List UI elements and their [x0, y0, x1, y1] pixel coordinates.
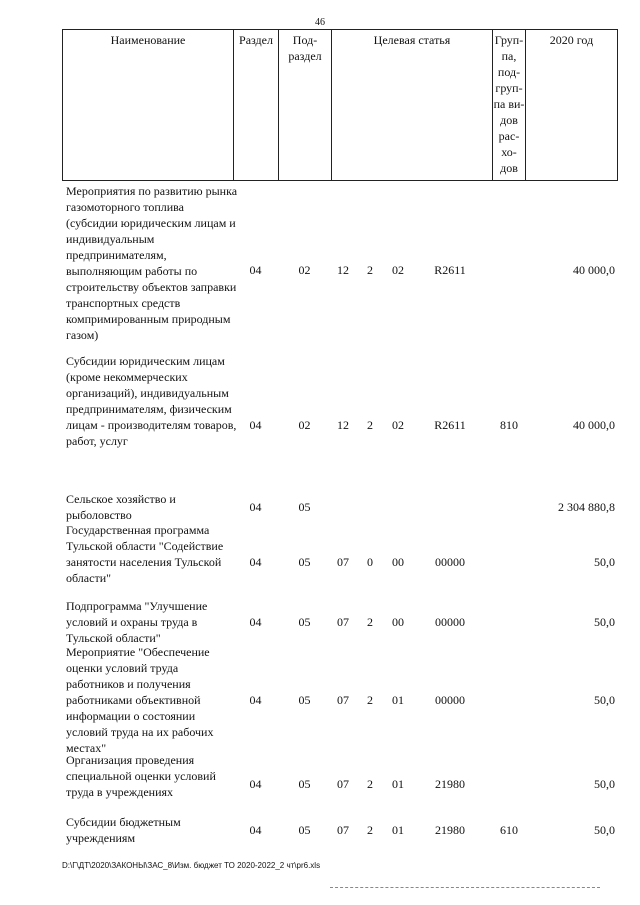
header-razdel: Раздел — [233, 29, 278, 181]
row-razdel: 04 — [249, 615, 262, 629]
row-sum: 50,0 — [594, 693, 615, 707]
row-podrazdel: 02 — [298, 263, 311, 277]
row-subprogram: 0 — [367, 555, 373, 569]
row-main-event: 01 — [392, 823, 404, 837]
row-program: 07 — [337, 555, 349, 569]
row-sum: 50,0 — [594, 823, 615, 837]
row-program: 12 — [337, 418, 349, 432]
row-program: 07 — [337, 615, 349, 629]
header-celevaya: Целевая статья — [331, 29, 492, 181]
row-sum: 40 000,0 — [573, 263, 615, 277]
row-sum: 50,0 — [594, 615, 615, 629]
header-gruppa-label: Груп- па, под- груп- па ви- дов рас- хо- дов — [493, 33, 525, 175]
row-program: 12 — [337, 263, 349, 277]
row-subprogram: 2 — [367, 777, 373, 791]
row-main-event: 00 — [392, 615, 404, 629]
row-subprogram: 2 — [367, 263, 373, 277]
header-podrazdel-label: Под- раздел — [288, 33, 322, 63]
row-podrazdel: 05 — [298, 500, 311, 514]
footer-file-path: D:\Г\ДТ\2020\ЗАКОНЫ\ЗАС_8\Изм. бюджет ТО 2020-2022_2 чт\pr6.xls — [62, 861, 321, 870]
row-razdel: 04 — [249, 418, 262, 432]
row-name: Организация проведения специальной оценки условий труда в учреждениях — [66, 753, 216, 799]
row-subprogram: 2 — [367, 418, 373, 432]
header-podrazdel — [278, 29, 331, 181]
row-podrazdel: 02 — [298, 418, 311, 432]
row-direction: R2611 — [434, 263, 466, 277]
page-number: 46 — [315, 17, 325, 28]
row-razdel: 04 — [249, 777, 262, 791]
row-podrazdel: 05 — [298, 823, 311, 837]
row-razdel: 04 — [249, 555, 262, 569]
row-program: 07 — [337, 777, 349, 791]
row-sum: 40 000,0 — [573, 418, 615, 432]
row-program: 07 — [337, 823, 349, 837]
row-direction: 00000 — [435, 555, 465, 569]
header-gruppa — [492, 29, 525, 181]
row-direction: 00000 — [435, 615, 465, 629]
row-subprogram: 2 — [367, 823, 373, 837]
row-podrazdel: 05 — [298, 615, 311, 629]
row-main-event: 02 — [392, 263, 404, 277]
row-direction: 21980 — [435, 777, 465, 791]
row-name: Мероприятие "Обеспечение оценки условий труда работников и получения работниками объективной информации о состоянии условий труда на их рабочих местах" — [66, 645, 214, 755]
row-sum: 50,0 — [594, 555, 615, 569]
row-name: Подпрограмма "Улучшение условий и охраны труда в Тульской области" — [66, 599, 208, 645]
row-sum: 50,0 — [594, 777, 615, 791]
row-main-event: 02 — [392, 418, 404, 432]
row-direction: R2611 — [434, 418, 466, 432]
row-subprogram: 2 — [367, 693, 373, 707]
row-razdel: 04 — [249, 823, 262, 837]
row-expense-type: 610 — [500, 823, 518, 837]
header-name: Наименование — [62, 29, 233, 181]
row-program: 07 — [337, 693, 349, 707]
row-razdel: 04 — [249, 263, 262, 277]
row-podrazdel: 05 — [298, 777, 311, 791]
row-podrazdel: 05 — [298, 693, 311, 707]
row-main-event: 00 — [392, 555, 404, 569]
row-razdel: 04 — [249, 500, 262, 514]
row-name: Субсидии бюджетным учреждениям — [66, 815, 181, 845]
row-main-event: 01 — [392, 777, 404, 791]
row-direction: 00000 — [435, 693, 465, 707]
row-direction: 21980 — [435, 823, 465, 837]
row-name: Субсидии юридическим лицам (кроме некоммерческих организаций), индивидуальным предпринимателям, физическим лицам - производителям товаров, работ, услуг — [66, 354, 237, 448]
row-name: Сельское хозяйство и рыболовство — [66, 492, 176, 522]
row-main-event: 01 — [392, 693, 404, 707]
row-name: Мероприятия по развитию рынка газомоторного топлива (субсидии юридическим лицам и индивидуальным предпринимателям, выполняющим работы по строительству объектов заправки транспортных средств компримированным природным газом) — [66, 184, 238, 342]
row-razdel: 04 — [249, 693, 262, 707]
row-podrazdel: 05 — [298, 555, 311, 569]
header-year: 2020 год — [525, 29, 618, 181]
row-subprogram: 2 — [367, 615, 373, 629]
row-expense-type: 810 — [500, 418, 518, 432]
footer-divider — [330, 887, 600, 888]
row-sum: 2 304 880,8 — [558, 500, 615, 514]
row-name: Государственная программа Тульской области "Содействие занятости населения Тульской области" — [66, 523, 224, 585]
